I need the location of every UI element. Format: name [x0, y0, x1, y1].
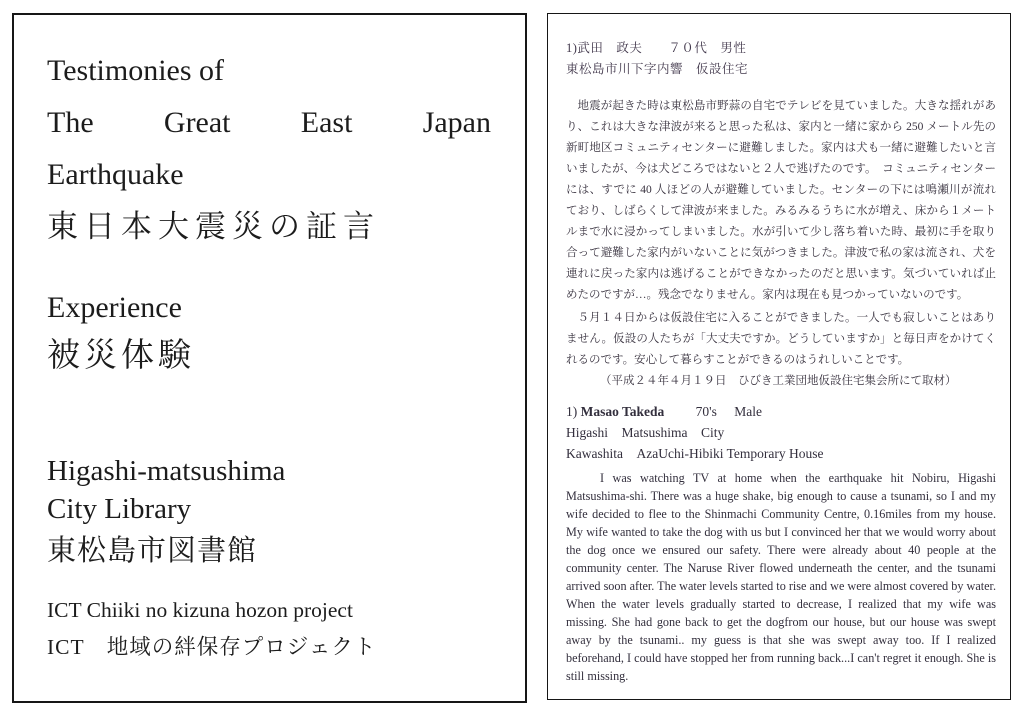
cover-project-block — [47, 592, 491, 666]
cover-title-line-1: Testimonies of — [47, 54, 225, 87]
cover-title-japanese: 東日本大震災の証言 — [47, 209, 380, 244]
cover-title-line-2: The Great East Japan — [47, 106, 491, 139]
testimony-en-name-line — [566, 401, 996, 422]
testimony-jp-header — [566, 38, 996, 80]
cover-subtitle-block — [47, 285, 491, 381]
cover-subtitle-japanese: 被災体験 — [47, 338, 195, 374]
publisher-japanese: 東松島市図書館 — [47, 535, 258, 567]
cover-subtitle-english: Experience — [47, 291, 182, 324]
project-line-english: ICT Chiiki no kizuna hozon project — [47, 598, 353, 622]
project-line-japanese: ICT 地域の絆保存プロジェクト — [47, 635, 377, 659]
testimony-en-name: Masao Takeda — [580, 404, 665, 419]
testimony-en-header — [566, 401, 996, 464]
testimony-jp-address-line: 東松島市川下字内響 仮設住宅 — [566, 62, 749, 76]
testimony-jp-name-line: 1)武田 政夫 ７０代 男性 — [566, 41, 747, 55]
testimony-en-city-line: Higashi Matsushima City — [566, 425, 725, 440]
testimony-en-paragraph: I was watching TV at home when the earthquake hit Nobiru, Higashi Matsushima-shi. There was a huge shake, big enough to cause a tsunami, so I and my wife decided to flee to the Shinmachi Community Centre, 0.16miles from my house. My wife wanted to take the dog with us but I convinced her that we would worry about the dog once we ensured our safety. There were already about 40 people at the community center. The Naruse River flowed underneath the center, and the tsunami arrived soon after. The water levels started to rise and we were almost covered by water. When the water levels gradually started to decrease, I realized that my wife was missing. She had gone back to get the dogfrom our house, but our house was swept away by the tsunami.. my guess is that she was swept away too. If I realized beforehand, I could have stopped her from running back...I can't regret it enough. She is still missing. — [566, 471, 996, 683]
cover-page — [12, 13, 527, 703]
testimony-number: 1) — [566, 404, 578, 419]
testimony-en-address-line: Kawashita AzaUchi-Hibiki Temporary House — [566, 446, 824, 461]
publisher-line-1: Higashi-matsushima — [47, 455, 286, 487]
testimony-page — [547, 13, 1011, 700]
cover-publisher-block — [47, 452, 491, 574]
testimony-jp-paragraph-2: ５月１４日からは仮設住宅に入ることができました。一人でも寂しいことはありません。仮設の人たちが「大丈夫ですか。どうしていますか」と毎日声をかけてくれるのです。安心して暮らすことができるのはうれしいことです。 — [566, 312, 996, 366]
testimony-jp-interview-credit: （平成２４年４月１９日 ひびき工業団地仮設住宅集会所にて取材） — [600, 375, 957, 387]
publisher-line-2: City Library — [47, 493, 192, 525]
testimony-en-age: 70's — [695, 404, 717, 419]
cover-title-block — [47, 45, 491, 253]
cover-title-line-3: Earthquake — [47, 158, 184, 191]
testimony-jp-paragraph-1: 地震が起きた時は東松島市野蒜の自宅でテレビを見ていました。大きな揺れがあり、これは大きな津波が来ると思った私は、家内と一緒に家から 250 メートル先の新町地区コミュニティセンターに避難しました。家内は犬も一緒に避難したいと言いましたが、今は犬どころではないと２人で逃げたのです。 コミュニティセンターには、すでに 40 人ほどの人が避難していました。センターの下には鳴瀬川が流れており、しばらくして津波が来ました。みるみるうちに水が増え、床から１メートルまで水に浸かってしまいました。水が引いて少し落ち着いた時、最初に手を取り合って避難した家内がいないことに気がつきました。津波で私の家は流され、犬を連れに戻った家内は逃げることができなかったのだと思います。気づいていれば止めたのですが…。残念でなりません。家内は現在も見つかっていないのです。 — [566, 100, 996, 301]
testimony-en-gender: Male — [734, 404, 762, 419]
